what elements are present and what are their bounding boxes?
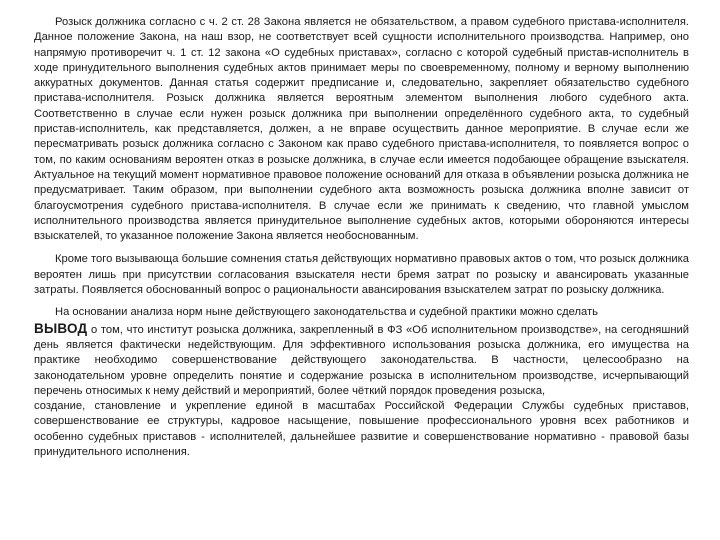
conclusion-text: о том, что институт розыска должника, закрепленный в ФЗ «Об исполнительном производстве», на сегодняшний день является фактически недействующим. Для эффективного использования розыска должника, его имущества на практике необходимо совершенствование действующего законодательства. В частности, целесообразно на законодательном уровне определить понятие и содержание розыска в исполнительном производстве, исчерпывающий перечень относимых к нему действий и мероприятий, более чёткий порядок проведения розыска, [34,323,689,397]
paragraph-service-development: создание, становление и укрепление единой в масштабах Российской Федерации Службы судебных приставов, совершенствование ее структуры, кадровое насыщение, повышение профессионального уровня всех работников и особенно судебных приставов - исполнителей, дальнейшее развитие и совершенствование нормативно - правовой базы принудительного исполнения. [34,400,689,459]
paragraph-conclusion [34,305,689,399]
conclusion-lead: На основании анализа норм ныне действующего законодательства и судебной практики можно сделать [55,306,598,319]
paragraph-cost-advance: Кроме того вызывающа большие сомнения статья действующих нормативно правовых актов о том, что розыск должника вероятен лишь при присутствии согласования взыскателя нести бремя затрат по розыску и авансировать указанные затраты. Появляется обоснованный вопрос о рациональности авансирования взыскателем затрат по розыску должника. [34,253,689,297]
conclusion-keyword: ВЫВОД [34,320,88,336]
paragraph-debtor-search-right: Розыск должника согласно с ч. 2 ст. 28 Закона является не обязательством, а правом судебного пристава-исполнителя. Данное положение Закона, на наш взор, не соответствует всей сущности исполнительного производства. Например, оно напрямую противоречит ч. 1 ст. 12 закона «О судебных приставах», согласно с которой судебный пристав-исполнитель в ходе принудительного выполнения судебных актов принимает меры по своевременному, полному и верному выполнению аккуратных документов. Данная статья содержит предписание и, следовательно, закрепляет обязательство судебного пристава-исполнителя. Розыск должника является вероятным элементом выполнения любого судебного акта. Соответственно в случае если нужен розыск должника при выполнении определённого судебного акта, то судебный пристав-исполнитель, как представляется, должен, а не вправе осуществить данное мероприятие. В случае если же пересматривать розыск должника согласно с Законом как право судебного пристава-исполнителя, то появляется вопрос о том, по каким основаниям вероятен отказ в розыске должника, в случае если имеется подобающее обращение взыскателя. Актуальное на текущий момент нормативное правовое положение оснований для отказа в объявлении розыска должника не предусматривает. Таким образом, при выполнении судебного акта возможность розыска должника вполне зависит от благоусмотрения судебного пристава-исполнителя. В случае если же принимать к сведению, что главной умыслом исполнительного производства является принудительное выполнение судебных актов, которыми обороняются интересы взыскателей, то указанное положение Закона является необоснованным. [34,16,689,243]
